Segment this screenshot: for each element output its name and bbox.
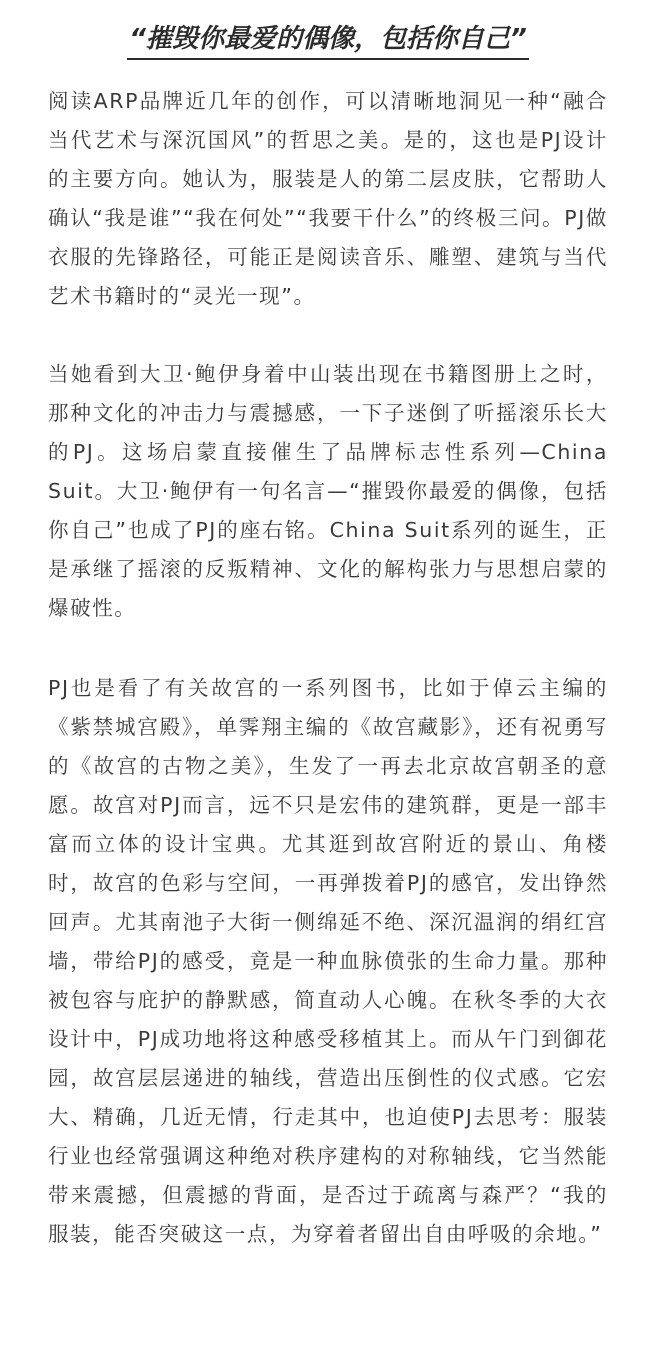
article-headline <box>0 18 656 60</box>
headline-text: “摧毁你最爱的偶像，包括你自己” <box>127 20 529 60</box>
paragraph-2: 当她看到大卫·鲍伊身着中山装出现在书籍图册上之时，那种文化的冲击力与震撼感，一下子迷倒了听摇滚乐长大的PJ。这场启蒙直接催生了品牌标志性系列—China Suit。大卫·鲍伊有一句名言—“摧毁你最爱的偶像，包括你自己”也成了PJ的座右铭。China Suit系列的诞生，正是承继了摇滚的反叛精神、文化的解构张力与思想启蒙的爆破性。 <box>48 362 608 620</box>
paragraph-1: 阅读ARP品牌近几年的创作，可以清晰地洞见一种“融合当代艺术与深沉国风”的哲思之美。是的，这也是PJ设计的主要方向。她认为，服装是人的第二层皮肤，它帮助人确认“我是谁”“我在何处”“我要干什么”的终极三问。PJ做衣服的先锋路径，可能正是阅读音乐、雕塑、建筑与当代艺术书籍时的“灵光一现”。 <box>48 89 608 308</box>
paragraph-3: PJ也是看了有关故宫的一系列图书，比如于倬云主编的《紫禁城宫殿》，单霁翔主编的《故宫藏影》，还有祝勇写的《故宫的古物之美》，生发了一再去北京故宫朝圣的意愿。故宫对PJ而言，远不只是宏伟的建筑群，更是一部丰富而立体的设计宝典。尤其逛到故宫附近的景山、角楼时，故宫的色彩与空间，一再弹拨着PJ的感官，发出铮然回声。尤其南池子大街一侧绵延不绝、深沉温润的绢红宫墙，带给PJ的感受，竟是一种血脉偾张的生命力量。那种被包容与庇护的静默感，简直动人心魄。在秋冬季的大衣设计中，PJ成功地将这种感受移植其上。而从午门到御花园，故宫层层递进的轴线，营造出压倒性的仪式感。它宏大、精确，几近无情，行走其中，也迫使PJ去思考：服装行业也经常强调这种绝对秩序建构的对称轴线，它当然能带来震撼，但震撼的背面，是否过于疏离与森严？“我的服装，能否突破这一点，为穿着者留出自由呼吸的余地。” <box>48 676 608 1246</box>
